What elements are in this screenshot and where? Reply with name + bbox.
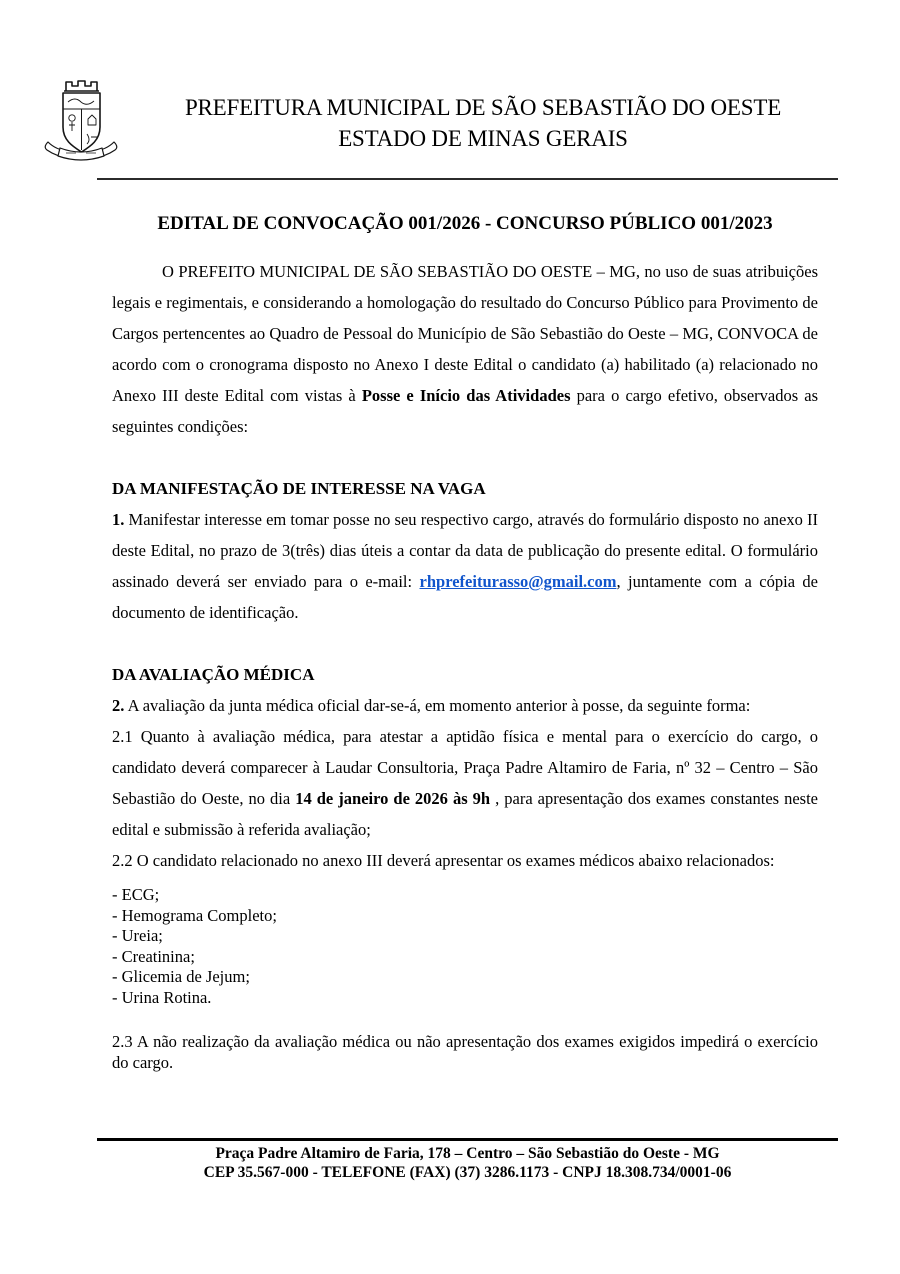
- section-heading-interesse: DA MANIFESTAÇÃO DE INTERESSE NA VAGA: [112, 479, 486, 498]
- item-2-2-paragraph: 2.2 O candidato relacionado no anexo III deverá apresentar os exames médicos abaixo relacionados:: [112, 851, 775, 870]
- section-heading-avaliacao-medica: DA AVALIAÇÃO MÉDICA: [112, 665, 315, 684]
- item-2-3-paragraph: 2.3 A não realização da avaliação médica ou não apresentação dos exames exigidos impedirá o exercício do cargo.: [112, 1032, 818, 1072]
- item-1-text-2: , juntamente com a cópia de documento de identificação.: [112, 572, 819, 622]
- item-2-1-text-1: 2.1 Quanto à avaliação médica, para atestar a aptidão física e mental para o exercício do cargo, o candidato deverá comparecer à Laudar Consultoria, Praça Padre Altamiro de Faria, nº 32 – Centro – São Sebastião do Oeste, no dia: [112, 727, 818, 808]
- intro-text-2: para o cargo efetivo, observados as seguintes condições:: [112, 386, 818, 436]
- item-2-1-text-2: , para apresentação dos exames constantes neste edital e submissão à referida avaliação;: [112, 789, 818, 839]
- document-body: [112, 211, 818, 1073]
- municipal-coat-of-arms-icon: [36, 74, 126, 168]
- exam-item: - Glicemia de Jejum;: [112, 967, 250, 986]
- intro-text-1: O PREFEITO MUNICIPAL DE SÃO SEBASTIÃO DO OESTE – MG, no uso de suas atribuições legais e regimentais, e considerando a homologação do resultado do Concurso Público para Provimento de Cargos pertencentes ao Quadro de Pessoal do Município de São Sebastião do Oeste – MG, CONVOCA de acordo com o cronograma disposto no Anexo I deste Edital o candidato (a) habilitado (a) relacionado no Anexo III deste Edital com vistas à: [112, 262, 818, 405]
- exam-item: - Urina Rotina.: [112, 987, 212, 1007]
- item-2-paragraph: [112, 690, 818, 721]
- item-2-text: A avaliação da junta médica oficial dar-se-á, em momento anterior à posse, da seguinte forma:: [124, 696, 751, 715]
- footer-contact-line: CEP 35.567-000 - TELEFONE (FAX) (37) 3286.1173 - CNPJ 18.308.734/0001-06: [203, 1163, 732, 1181]
- exam-item: - Creatinina;: [112, 946, 195, 966]
- item-2-1-paragraph: [112, 721, 818, 845]
- footer-address-line: Praça Padre Altamiro de Faria, 178 – Centro – São Sebastião do Oeste - MG: [215, 1145, 720, 1162]
- state-line: ESTADO DE MINAS GERAIS: [338, 126, 628, 151]
- intro-paragraph: [112, 256, 818, 442]
- item-1-text-1: Manifestar interesse em tomar posse no seu respectivo cargo, através do formulário disposto no anexo II deste Edital, no prazo de 3(três) dias úteis a contar da data de publicação do presente edital. O formulário assinado deverá ser enviado para o e-mail:: [112, 510, 818, 591]
- intro-emphasis: Posse e Início das Atividades: [361, 386, 571, 405]
- item-1-number: 1.: [112, 510, 125, 529]
- header-divider: [97, 178, 838, 180]
- document-title: EDITAL DE CONVOCAÇÃO 001/2026 - CONCURSO PÚBLICO 001/2023: [157, 213, 773, 234]
- item-2-number: 2.: [112, 696, 125, 715]
- exam-item: - Hemograma Completo;: [112, 905, 277, 925]
- item-2-1-date: 14 de janeiro de 2026 às 9h: [295, 789, 491, 808]
- exam-item: - Ureia;: [112, 926, 163, 945]
- item-1-paragraph: [112, 504, 818, 628]
- email-link[interactable]: rhprefeiturasso@gmail.com: [419, 572, 617, 591]
- exam-item: - ECG;: [112, 885, 160, 904]
- document-header: [0, 0, 900, 168]
- header-titles: [126, 74, 840, 154]
- exam-list: [112, 885, 818, 1008]
- org-name: PREFEITURA MUNICIPAL DE SÃO SEBASTIÃO DO OESTE: [184, 95, 782, 120]
- document-footer: [97, 1138, 838, 1182]
